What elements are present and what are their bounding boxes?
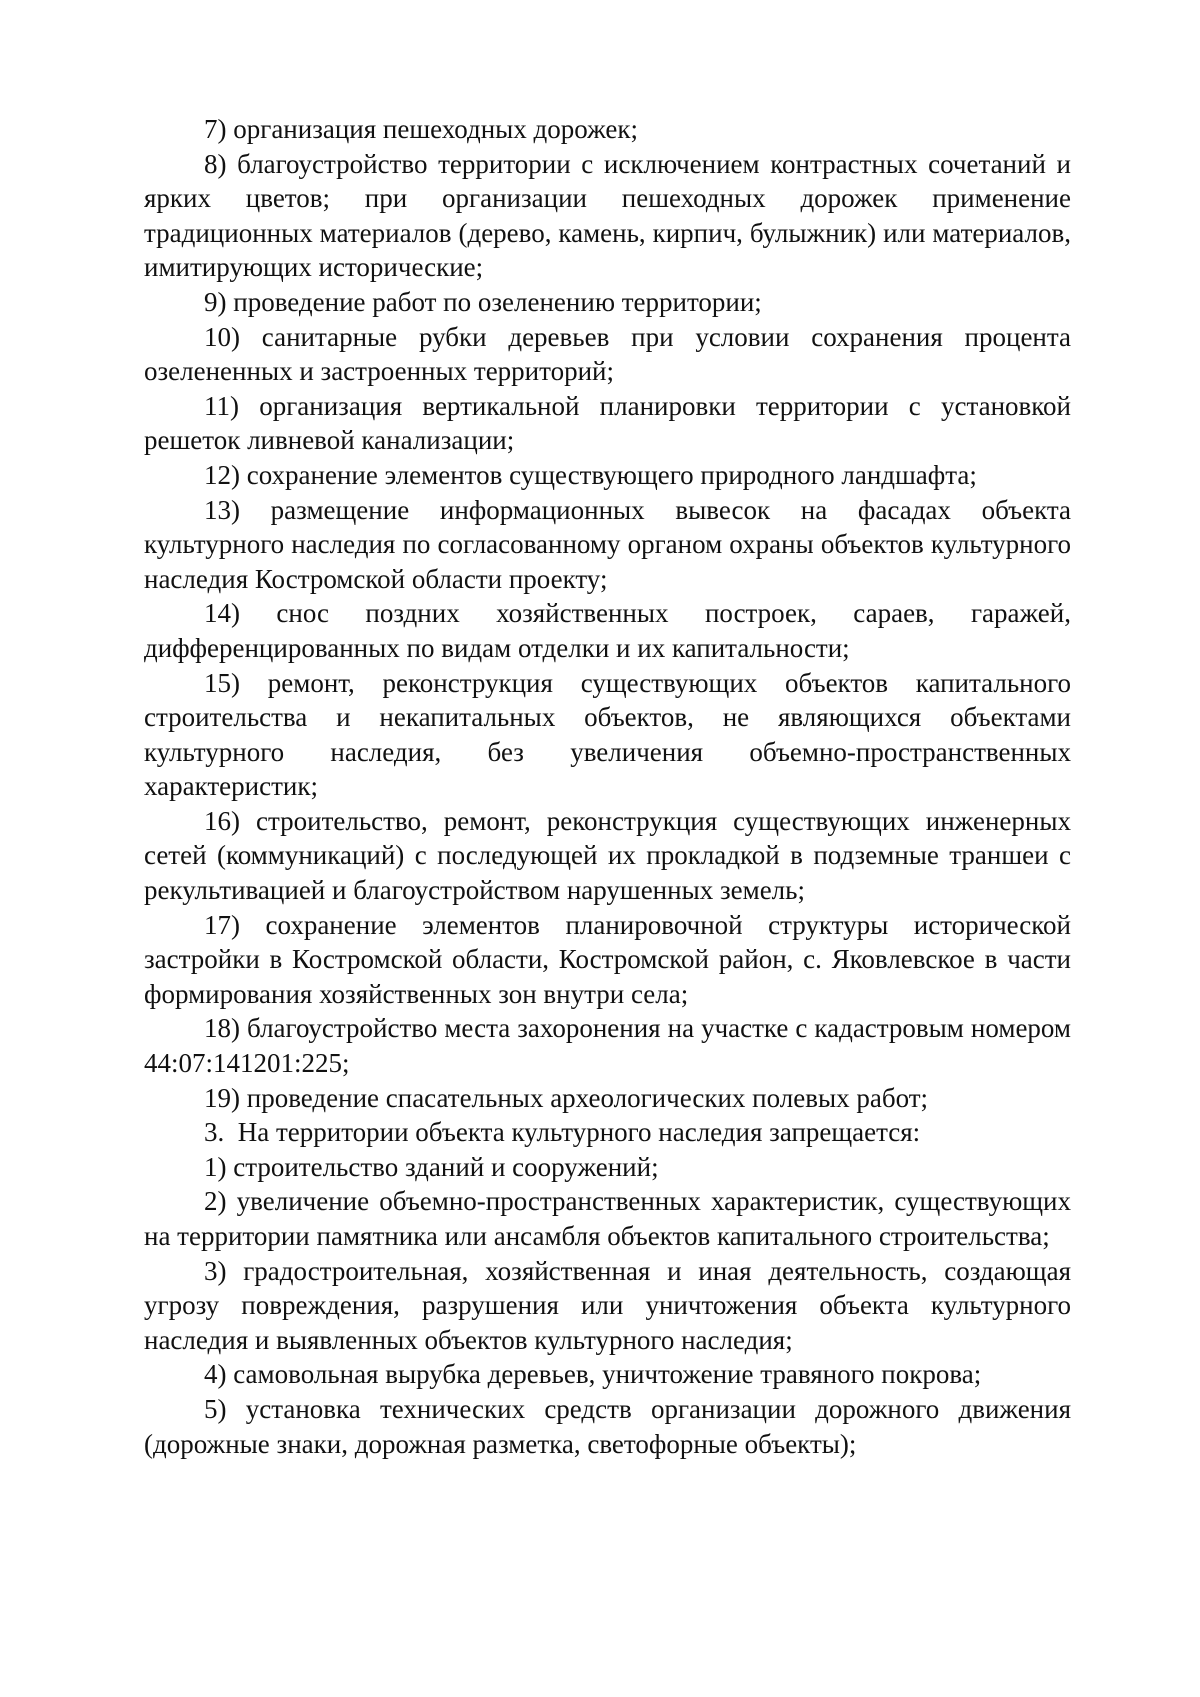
paragraph-item-17: 17) сохранение элементов планировочной структуры исторической застройки в Костромской области, Костромской район, с. Яковлевское в части формирования хозяйственных зон внутри села; <box>144 909 1071 1009</box>
paragraph-item-16: 16) строительство, ремонт, реконструкция существующих инженерных сетей (коммуникаций) с последующей их прокладкой в подземные траншеи с рекультивацией и благоустройством нарушенных земель; <box>144 805 1071 906</box>
paragraph-item-13: 13) размещение информационных вывесок на фасадах объекта культурного наследия по согласованному органом охраны объектов культурного наследия Костромской области проекту; <box>144 494 1071 594</box>
paragraph-item-9: 9) проведение работ по озеленению территории; <box>204 286 762 317</box>
paragraph-item-14: 14) снос поздних хозяйственных построек, сараев, гаражей, дифференцированных по видам отделки и их капитальности; <box>144 598 1071 663</box>
paragraph-item-7: 7) организация пешеходных дорожек; <box>204 114 639 144</box>
prohibition-item-4: 4) самовольная вырубка деревьев, уничтожение травяного покрова; <box>204 1359 982 1390</box>
paragraph-item-12: 12) сохранение элементов существующего природного ландшафта; <box>204 459 977 490</box>
prohibition-item-2: 2) увеличение объемно-пространственных характеристик, существующих на территории памятника или ансамбля объектов капитального строительства; <box>144 1186 1071 1251</box>
prohibition-item-3: 3) градостроительная, хозяйственная и иная деятельность, создающая угрозу повреждения, разрушения или уничтожения объекта культурного наследия и выявленных объектов культурного наследия; <box>144 1255 1071 1355</box>
prohibition-item-1: 1) строительство зданий и сооружений; <box>204 1151 659 1182</box>
paragraph-item-19: 19) проведение спасательных археологических полевых работ; <box>204 1082 929 1113</box>
paragraph-item-10: 10) санитарные рубки деревьев при условии сохранения процента озелененных и застроенных территорий; <box>144 321 1071 387</box>
document-page <box>144 112 1071 1461</box>
paragraph-item-8: 8) благоустройство территории с исключением контрастных сочетаний и ярких цветов; при организации пешеходных дорожек применение традиционных материалов (дерево, камень, кирпич, булыжник) или материалов, имитирующих исторические; <box>144 148 1071 283</box>
paragraph-item-15: 15) ремонт, реконструкция существующих объектов капитального строительства и некапитальных объектов, не являющихся объектами культурного наследия, без увеличения объемно-пространственных характеристик; <box>144 667 1071 802</box>
paragraph-item-11: 11) организация вертикальной планировки территории с установкой решеток ливневой канализации; <box>144 390 1071 456</box>
prohibition-item-5: 5) установка технических средств организации дорожного движения (дорожные знаки, дорожная разметка, светофорные объекты); <box>144 1393 1071 1459</box>
paragraph-item-18: 18) благоустройство места захоронения на участке с кадастровым номером 44:07:141201:225; <box>144 1013 1071 1079</box>
section-heading-3: 3. На территории объекта культурного наследия запрещается: <box>204 1117 921 1148</box>
